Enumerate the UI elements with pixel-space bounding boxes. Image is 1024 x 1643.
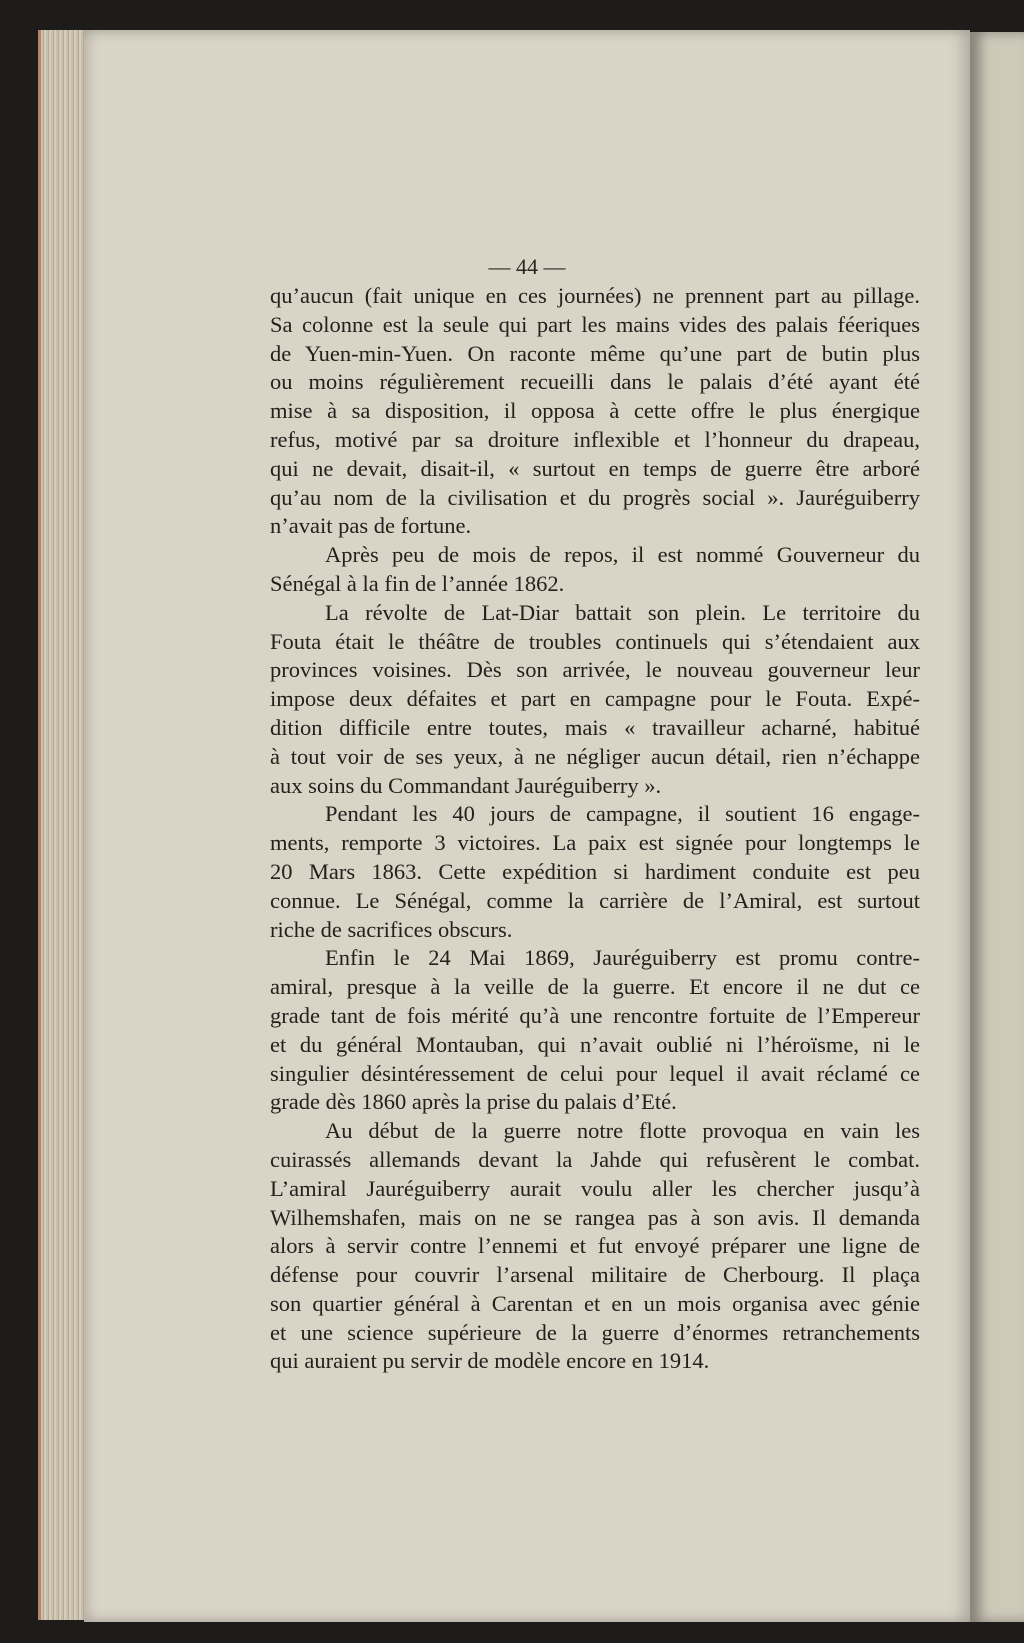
text-line: qui auraient pu servir de modèle encore en 1914. [270, 1348, 710, 1374]
body-text [270, 282, 920, 1376]
text-line: Fouta était le théâtre de troubles continuels qui s’étendaient aux [270, 628, 920, 654]
text-line: qu’aucun (fait unique en ces journées) ne prennent part au pillage. [270, 283, 920, 308]
text-line: et une science supérieure de la guerre d’énormes retranchements [270, 1319, 920, 1345]
text-line: Sa colonne est la seule qui part les mains vides des palais féeriques [270, 311, 920, 337]
text-line: Au début de la guerre notre flotte provoqua en vain les [325, 1118, 920, 1144]
text-line: singulier désintéressement de celui pour lequel il avait réclamé ce [270, 1060, 920, 1086]
text-line: provinces voisines. Dès son arrivée, le nouveau gouverneur leur [270, 657, 920, 683]
text-line: qu’au nom de la civilisation et du progrès social ». Jauréguiberry [270, 484, 920, 510]
text-line: mise à sa disposition, il opposa à cette offre le plus énergique [270, 398, 920, 424]
text-line: cuirassés allemands devant la Jahde qui refusèrent le combat. [270, 1146, 920, 1172]
text-line: refus, motivé par sa droiture inflexible et l’honneur du drapeau, [270, 426, 920, 452]
text-line: et du général Montauban, qui n’avait oublié ni l’héroïsme, ni le [270, 1031, 920, 1057]
text-line: amiral, presque à la veille de la guerre. Et encore il ne dut ce [270, 974, 920, 1000]
text-line: connue. Le Sénégal, comme la carrière de l’Amiral, est surtout [270, 887, 920, 913]
text-line: dition difficile entre toutes, mais « travailleur acharné, habitué [270, 714, 920, 740]
text-line: alors à servir contre l’ennemi et fut envoyé préparer une ligne de [270, 1233, 920, 1259]
text-line: Wilhemshafen, mais on ne se rangea pas à son avis. Il demanda [270, 1204, 920, 1230]
text-line: Pendant les 40 jours de campagne, il soutient 16 engage- [325, 801, 920, 827]
text-line: Après peu de mois de repos, il est nommé Gouverneur du [325, 542, 920, 568]
page-number: — 44 — [488, 254, 566, 279]
text-line: grade tant de fois mérité qu’à une rencontre fortuite de l’Empereur [270, 1002, 920, 1028]
text-line: Sénégal à la fin de l’année 1862. [270, 570, 565, 596]
text-line: riche de sacrifices obscurs. [270, 916, 513, 942]
text-line: grade dès 1860 après la prise du palais d’Eté. [270, 1089, 677, 1115]
text-line: son quartier général à Carentan et en un mois organisa avec génie [270, 1290, 920, 1316]
adjacent-page [970, 32, 1024, 1622]
text-line: 20 Mars 1863. Cette expédition si hardiment conduite est peu [270, 858, 920, 884]
text-line: Enfin le 24 Mai 1869, Jauréguiberry est promu contre- [325, 945, 920, 971]
text-line: n’avait pas de fortune. [270, 513, 472, 539]
text-line: ments, remporte 3 victoires. La paix est signée pour longtemps le [270, 830, 920, 856]
text-line: La révolte de Lat-Diar battait son plein. Le territoire du [325, 599, 920, 625]
text-line: de Yuen-min-Yuen. On raconte même qu’une part de butin plus [270, 340, 920, 366]
text-line: à tout voir de ses yeux, à ne négliger aucun détail, rien n’échappe [270, 743, 920, 769]
text-line: qui ne devait, disait-il, « surtout en temps de guerre être arboré [270, 455, 920, 481]
text-line: aux soins du Commandant Jauréguiberry ». [270, 772, 662, 798]
text-line: L’amiral Jauréguiberry aurait voulu aller les chercher jusqu’à [270, 1175, 920, 1201]
text-line: défense pour couvrir l’arsenal militaire de Cherbourg. Il plaça [270, 1262, 920, 1288]
text-line: impose deux défaites et part en campagne pour le Fouta. Expé- [270, 686, 920, 712]
text-line: ou moins régulièrement recueilli dans le palais d’été ayant été [270, 369, 920, 395]
